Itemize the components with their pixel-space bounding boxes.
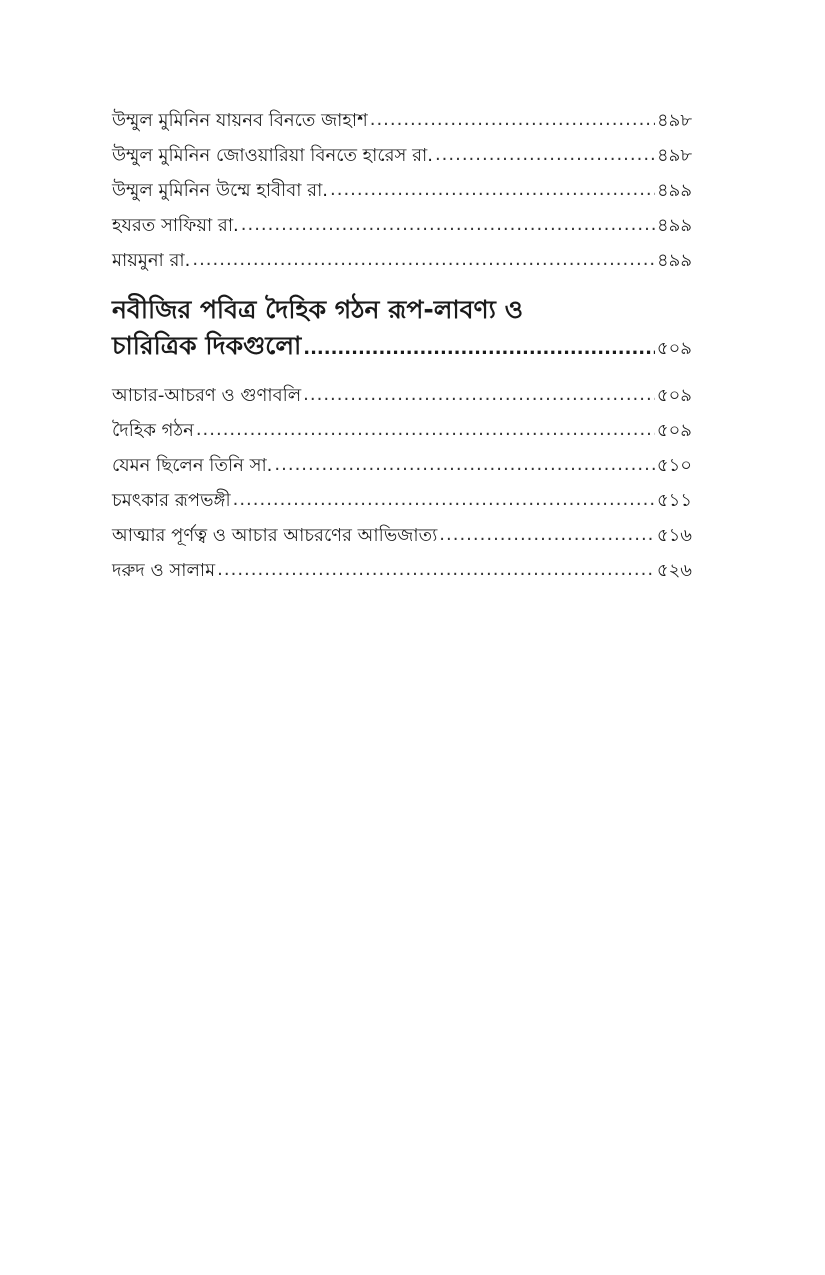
toc-entry-title: উম্মুল মুমিনিন যায়নব বিনতে জাহাশ — [112, 110, 368, 131]
toc-entry-title: আচার-আচরণ ও গুণাবলি — [112, 385, 302, 406]
dot-leader — [217, 552, 655, 587]
toc-entry-title: যেমন ছিলেন তিনি সা. — [112, 455, 273, 476]
dot-leader — [439, 517, 655, 552]
toc-entry-page: ৪৯৯ — [656, 250, 692, 271]
toc-entry-title: উম্মুল মুমিনিন জোওয়ারিয়া বিনতে হারেস রা. — [112, 145, 433, 166]
toc-entry-title: উম্মুল মুমিনিন উম্মে হাবীবা রা. — [112, 180, 329, 201]
dot-leader — [303, 377, 655, 412]
toc-entry[interactable] — [112, 413, 692, 448]
toc-entry-page: ৪৯৯ — [656, 215, 692, 236]
dot-leader — [303, 331, 655, 367]
toc-entry-title: দরুদ ও সালাম — [112, 560, 216, 581]
dot-leader — [370, 102, 655, 137]
toc-chapter-heading[interactable] — [112, 292, 692, 364]
toc-entry-title: দৈহিক গঠন — [112, 420, 194, 441]
toc-entry-page: ৪৯৯ — [656, 180, 692, 201]
toc-entry[interactable] — [112, 208, 692, 243]
toc-entry-page: ৫০৯ — [656, 420, 692, 441]
toc-entry-title: আত্মার পূর্ণত্ব ও আচার আচরণের আভিজাত্য — [112, 525, 438, 546]
toc-entry[interactable] — [112, 378, 692, 413]
toc-entry[interactable] — [112, 448, 692, 483]
chapter-heading-line2-row — [112, 328, 692, 364]
toc-entry-page: ৪৯৮ — [656, 110, 692, 131]
toc-entry[interactable] — [112, 518, 692, 553]
chapter-heading-line1: নবীজির পবিত্র দৈহিক গঠন রূপ-লাবণ্য ও — [112, 295, 523, 324]
toc-entry-page: ৫২৬ — [656, 560, 692, 581]
dot-leader — [435, 137, 655, 172]
dot-leader — [274, 447, 655, 482]
toc-entry-title: চমৎকার রূপভঙ্গী — [112, 490, 231, 511]
toc-entry[interactable] — [112, 483, 692, 518]
toc-entry[interactable] — [112, 138, 692, 173]
dot-leader — [330, 172, 655, 207]
dot-leader — [196, 412, 655, 447]
dot-leader — [233, 482, 655, 517]
toc-entry-page: ৫০৯ — [656, 385, 692, 406]
toc-entry-page: ৫১১ — [656, 490, 692, 511]
chapter-heading-page: ৫০৯ — [656, 338, 692, 359]
table-of-contents — [112, 103, 692, 588]
dot-leader — [192, 242, 655, 277]
chapter-heading-line2: চারিত্রিক দিকগুলো — [112, 331, 302, 360]
toc-entry-page: ৫১০ — [656, 455, 692, 476]
toc-entry-page: ৪৯৮ — [656, 145, 692, 166]
toc-entry-title: মায়মুনা রা. — [112, 250, 191, 271]
dot-leader — [241, 207, 655, 242]
toc-entry[interactable] — [112, 243, 692, 278]
toc-entry-title: হযরত সাফিয়া রা. — [112, 215, 239, 236]
toc-entry[interactable] — [112, 553, 692, 588]
toc-entry-page: ৫১৬ — [656, 525, 692, 546]
toc-entry[interactable] — [112, 103, 692, 138]
toc-entry[interactable] — [112, 173, 692, 208]
